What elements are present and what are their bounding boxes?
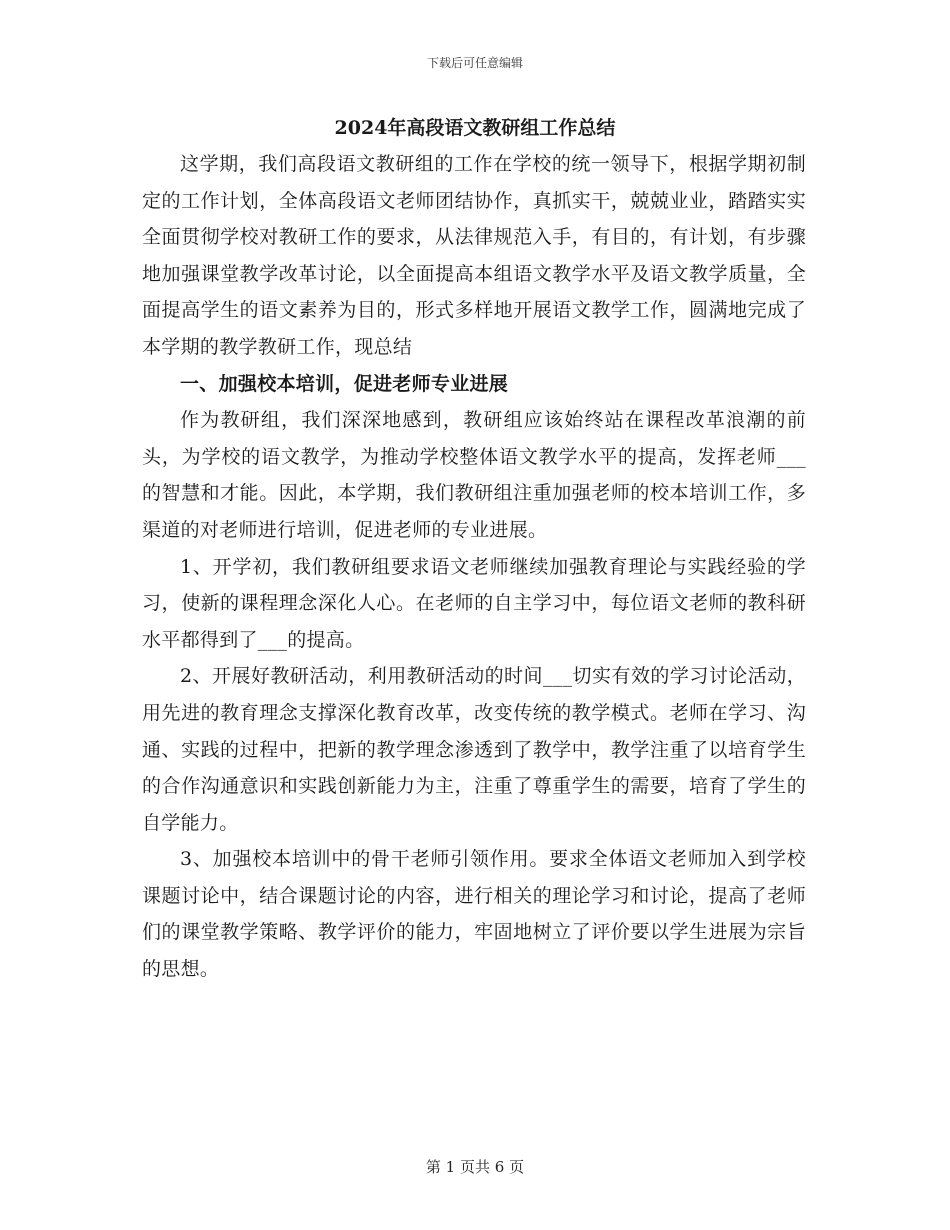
section-intro-paragraph: 作为教研组，我们深深地感到，教研组应该始终站在课程改革浪潮的前头，为学校的语文教学，为推动学校整体语文教学水平的提高，发挥老师___的智慧和才能。因此，本学期，我们教研组注重加强老师的校本培训工作，多渠道的对老师进行培训，促进老师的专业进展。 [142, 409, 806, 541]
document-title: 2024年高段语文教研组工作总结 [334, 117, 616, 139]
item-paragraph-2: 2、开展好教研活动，利用教研活动的时间___切实有效的学习讨论活动，用先进的教育理念支撑深化教育改革，改变传统的教学模式。老师在学习、沟通、实践的过程中，把新的教学理念渗透到了教学中，教学注重了以培育学生的合作沟通意识和实践创新能力为主，注重了尊重学生的需要，培育了学生的自学能力。 [142, 665, 806, 834]
page-number: 第 1 页共 6 页 [425, 1158, 525, 1176]
intro-paragraph: 这学期，我们高段语文教研组的工作在学校的统一领导下，根据学期初制定的工作计划，全体高段语文老师团结协作，真抓实干，兢兢业业，踏踏实实全面贯彻学校对教研工作的要求，从法律规范入手，有目的，有计划，有步骤地加强课堂教学改革讨论，以全面提高本组语文教学水平及语文教学质量，全面提高学生的语文素养为目的，形式多样地开展语文教学工作，圆满地完成了本学期的教学教研工作，现总结 [142, 153, 806, 358]
header-note: 下载后可任意编辑 [426, 56, 523, 70]
section-heading: 一、加强校本培训，促进老师专业进展 [180, 372, 509, 395]
item-paragraph-1: 1、开学初，我们教研组要求语文老师继续加强教育理论与实践经验的学习，使新的课程理念深化人心。在老师的自主学习中，每位语文老师的教科研水平都得到了___的提高。 [142, 555, 806, 651]
document-body [142, 146, 806, 988]
item-paragraph-3: 3、加强校本培训中的骨干老师引领作用。要求全体语文老师加入到学校课题讨论中，结合课题讨论的内容，进行相关的理论学习和讨论，提高了老师们的课堂教学策略、教学评价的能力，牢固地树立了评价要以学生进展为宗旨的思想。 [142, 848, 806, 981]
